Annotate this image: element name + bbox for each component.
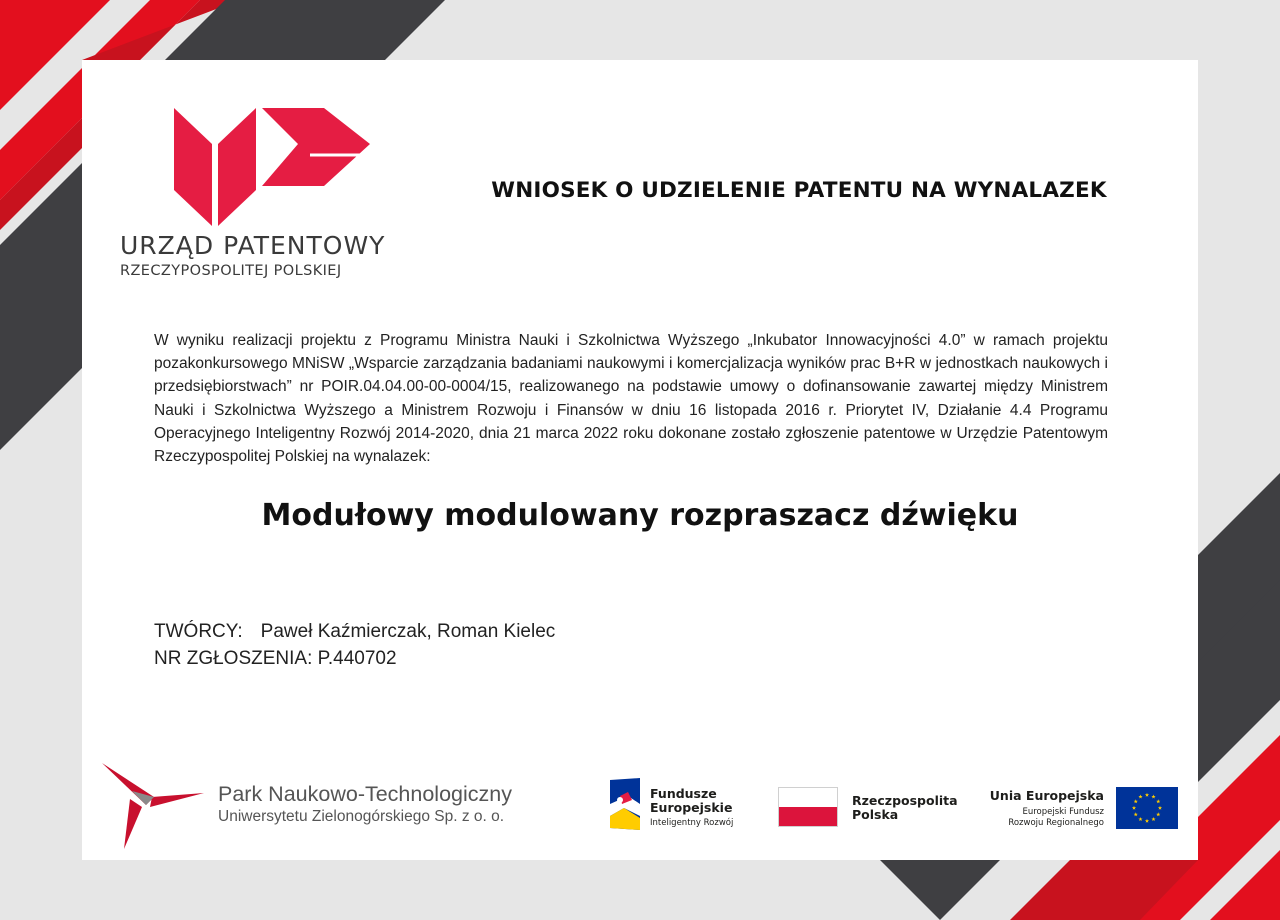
eu-fund-line1: Europejski Fundusz bbox=[1022, 807, 1104, 817]
patent-office-name: URZĄD PATENTOWY bbox=[120, 231, 386, 260]
european-funds-line2: Europejskie bbox=[650, 800, 733, 815]
application-number-value: P.440702 bbox=[317, 648, 397, 669]
polish-flag-icon bbox=[778, 787, 838, 827]
patent-office-subname: RZECZYPOSPOLITEJ POLSKIEJ bbox=[120, 263, 342, 279]
european-funds-program: Inteligentny Rozwój bbox=[650, 818, 734, 828]
republic-poland-line2: Polska bbox=[852, 807, 899, 822]
body-paragraph: W wyniku realizacji projektu z Programu Ministra Nauki i Szkolnictwa Wyższego „Inkubator Innowacyjności 4.0” w ramach projektu pozakonkursowego MNiSW „Wsparcie zarządzania badaniami naukowymi i komercjalizacja wyników prac B+R w jednostkach naukowych i przedsiębiorstwach” nr POIR.04.04.00-00-0004/15, realizowanego na podstawie umowy o dofinansowanie zawartej między Ministrem Nauki i Szkolnictwa Wyższego a Ministrem Rozwoju i Finansów w dniu 16 listopada 2016 r. Priorytet IV, Działanie 4.4 Programu Operacyjnego Inteligentny Rozwój 2014-2020, dnia 21 marca 2022 roku dokonane zostało zgłoszenie patentowe w Urzędzie Patentowym Rzeczypospolitej Polskiej na wynalazek: bbox=[154, 332, 1108, 466]
application-number-line bbox=[154, 648, 397, 670]
eu-name: Unia Europejska bbox=[989, 788, 1104, 803]
creators-line bbox=[154, 621, 555, 643]
european-funds-line1: Fundusze bbox=[650, 786, 717, 801]
document-title: WNIOSEK O UDZIELENIE PATENTU NA WYNALAZEK bbox=[491, 178, 1107, 203]
certificate-card bbox=[82, 60, 1198, 860]
application-number-label: NR ZGŁOSZENIA: bbox=[154, 648, 313, 669]
creators-value: Paweł Kaźmierczak, Roman Kielec bbox=[260, 621, 556, 642]
park-logo-icon bbox=[102, 763, 206, 849]
creators-label: TWÓRCY: bbox=[154, 621, 243, 642]
eu-flag-icon bbox=[1116, 787, 1178, 829]
park-name-line1: Park Naukowo-Technologiczny bbox=[218, 782, 512, 806]
park-name-line2: Uniwersytetu Zielonogórskiego Sp. z o. o. bbox=[218, 808, 505, 825]
european-funds-logo-icon bbox=[610, 778, 642, 832]
invention-title: Modułowy modulowany rozpraszacz dźwięku bbox=[261, 498, 1019, 533]
patent-office-logo bbox=[174, 108, 374, 228]
eu-fund-line2: Rozwoju Regionalnego bbox=[1008, 818, 1104, 828]
republic-poland-line1: Rzeczpospolita bbox=[852, 793, 958, 808]
